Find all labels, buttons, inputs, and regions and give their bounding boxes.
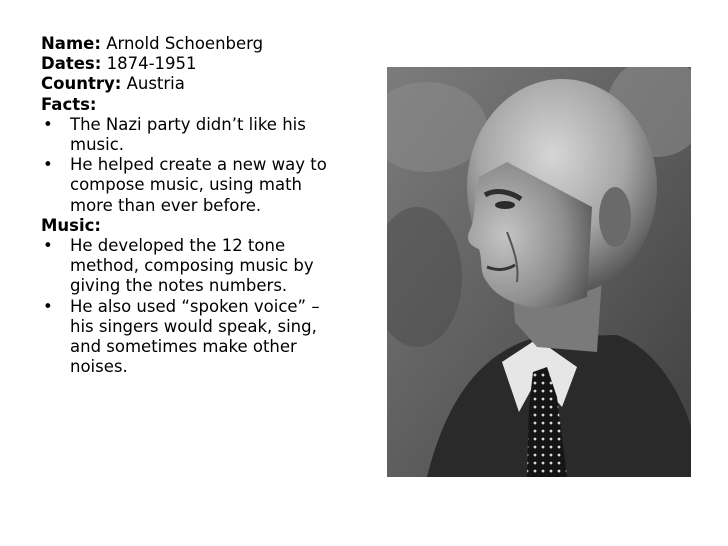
facts-item-line: The Nazi party didn’t like his bbox=[70, 114, 306, 134]
music-item-line: giving the notes numbers. bbox=[70, 276, 288, 296]
country-row bbox=[41, 74, 371, 94]
name-row bbox=[41, 34, 371, 54]
facts-item-line: He helped create a new way to bbox=[70, 155, 327, 175]
music-item bbox=[41, 236, 371, 297]
music-list bbox=[41, 236, 371, 377]
bullet-icon: • bbox=[43, 155, 53, 175]
name-value: Arnold Schoenberg bbox=[106, 34, 264, 53]
facts-item bbox=[41, 155, 371, 216]
music-item-line: his singers would speak, sing, bbox=[70, 316, 317, 336]
facts-item-line: music. bbox=[70, 135, 125, 155]
bullet-icon: • bbox=[43, 236, 53, 256]
name-label: Name: bbox=[41, 34, 101, 53]
music-item bbox=[41, 297, 371, 378]
dates-row bbox=[41, 54, 371, 74]
facts-heading: Facts: bbox=[41, 94, 97, 114]
facts-list bbox=[41, 115, 371, 216]
portrait-photo bbox=[387, 67, 691, 477]
dates-value: 1874-1951 bbox=[106, 54, 197, 74]
bullet-icon: • bbox=[43, 296, 53, 316]
dates-label: Dates: bbox=[41, 54, 102, 74]
music-heading: Music: bbox=[41, 215, 102, 235]
facts-item-line: more than ever before. bbox=[70, 195, 262, 215]
bullet-icon: • bbox=[43, 114, 53, 134]
country-value: Austria bbox=[126, 74, 185, 94]
music-item-line: and sometimes make other bbox=[70, 337, 297, 357]
music-item-line: method, composing music by bbox=[70, 256, 314, 276]
country-label: Country: bbox=[41, 74, 122, 94]
music-item-line: He developed the 12 tone bbox=[70, 236, 286, 256]
music-item-line: noises. bbox=[70, 357, 128, 377]
facts-item-line: compose music, using math bbox=[70, 175, 302, 195]
info-text-block bbox=[41, 34, 371, 377]
facts-item bbox=[41, 115, 371, 155]
music-item-line: He also used “spoken voice” – bbox=[70, 296, 320, 316]
portrait-illustration bbox=[387, 67, 691, 477]
